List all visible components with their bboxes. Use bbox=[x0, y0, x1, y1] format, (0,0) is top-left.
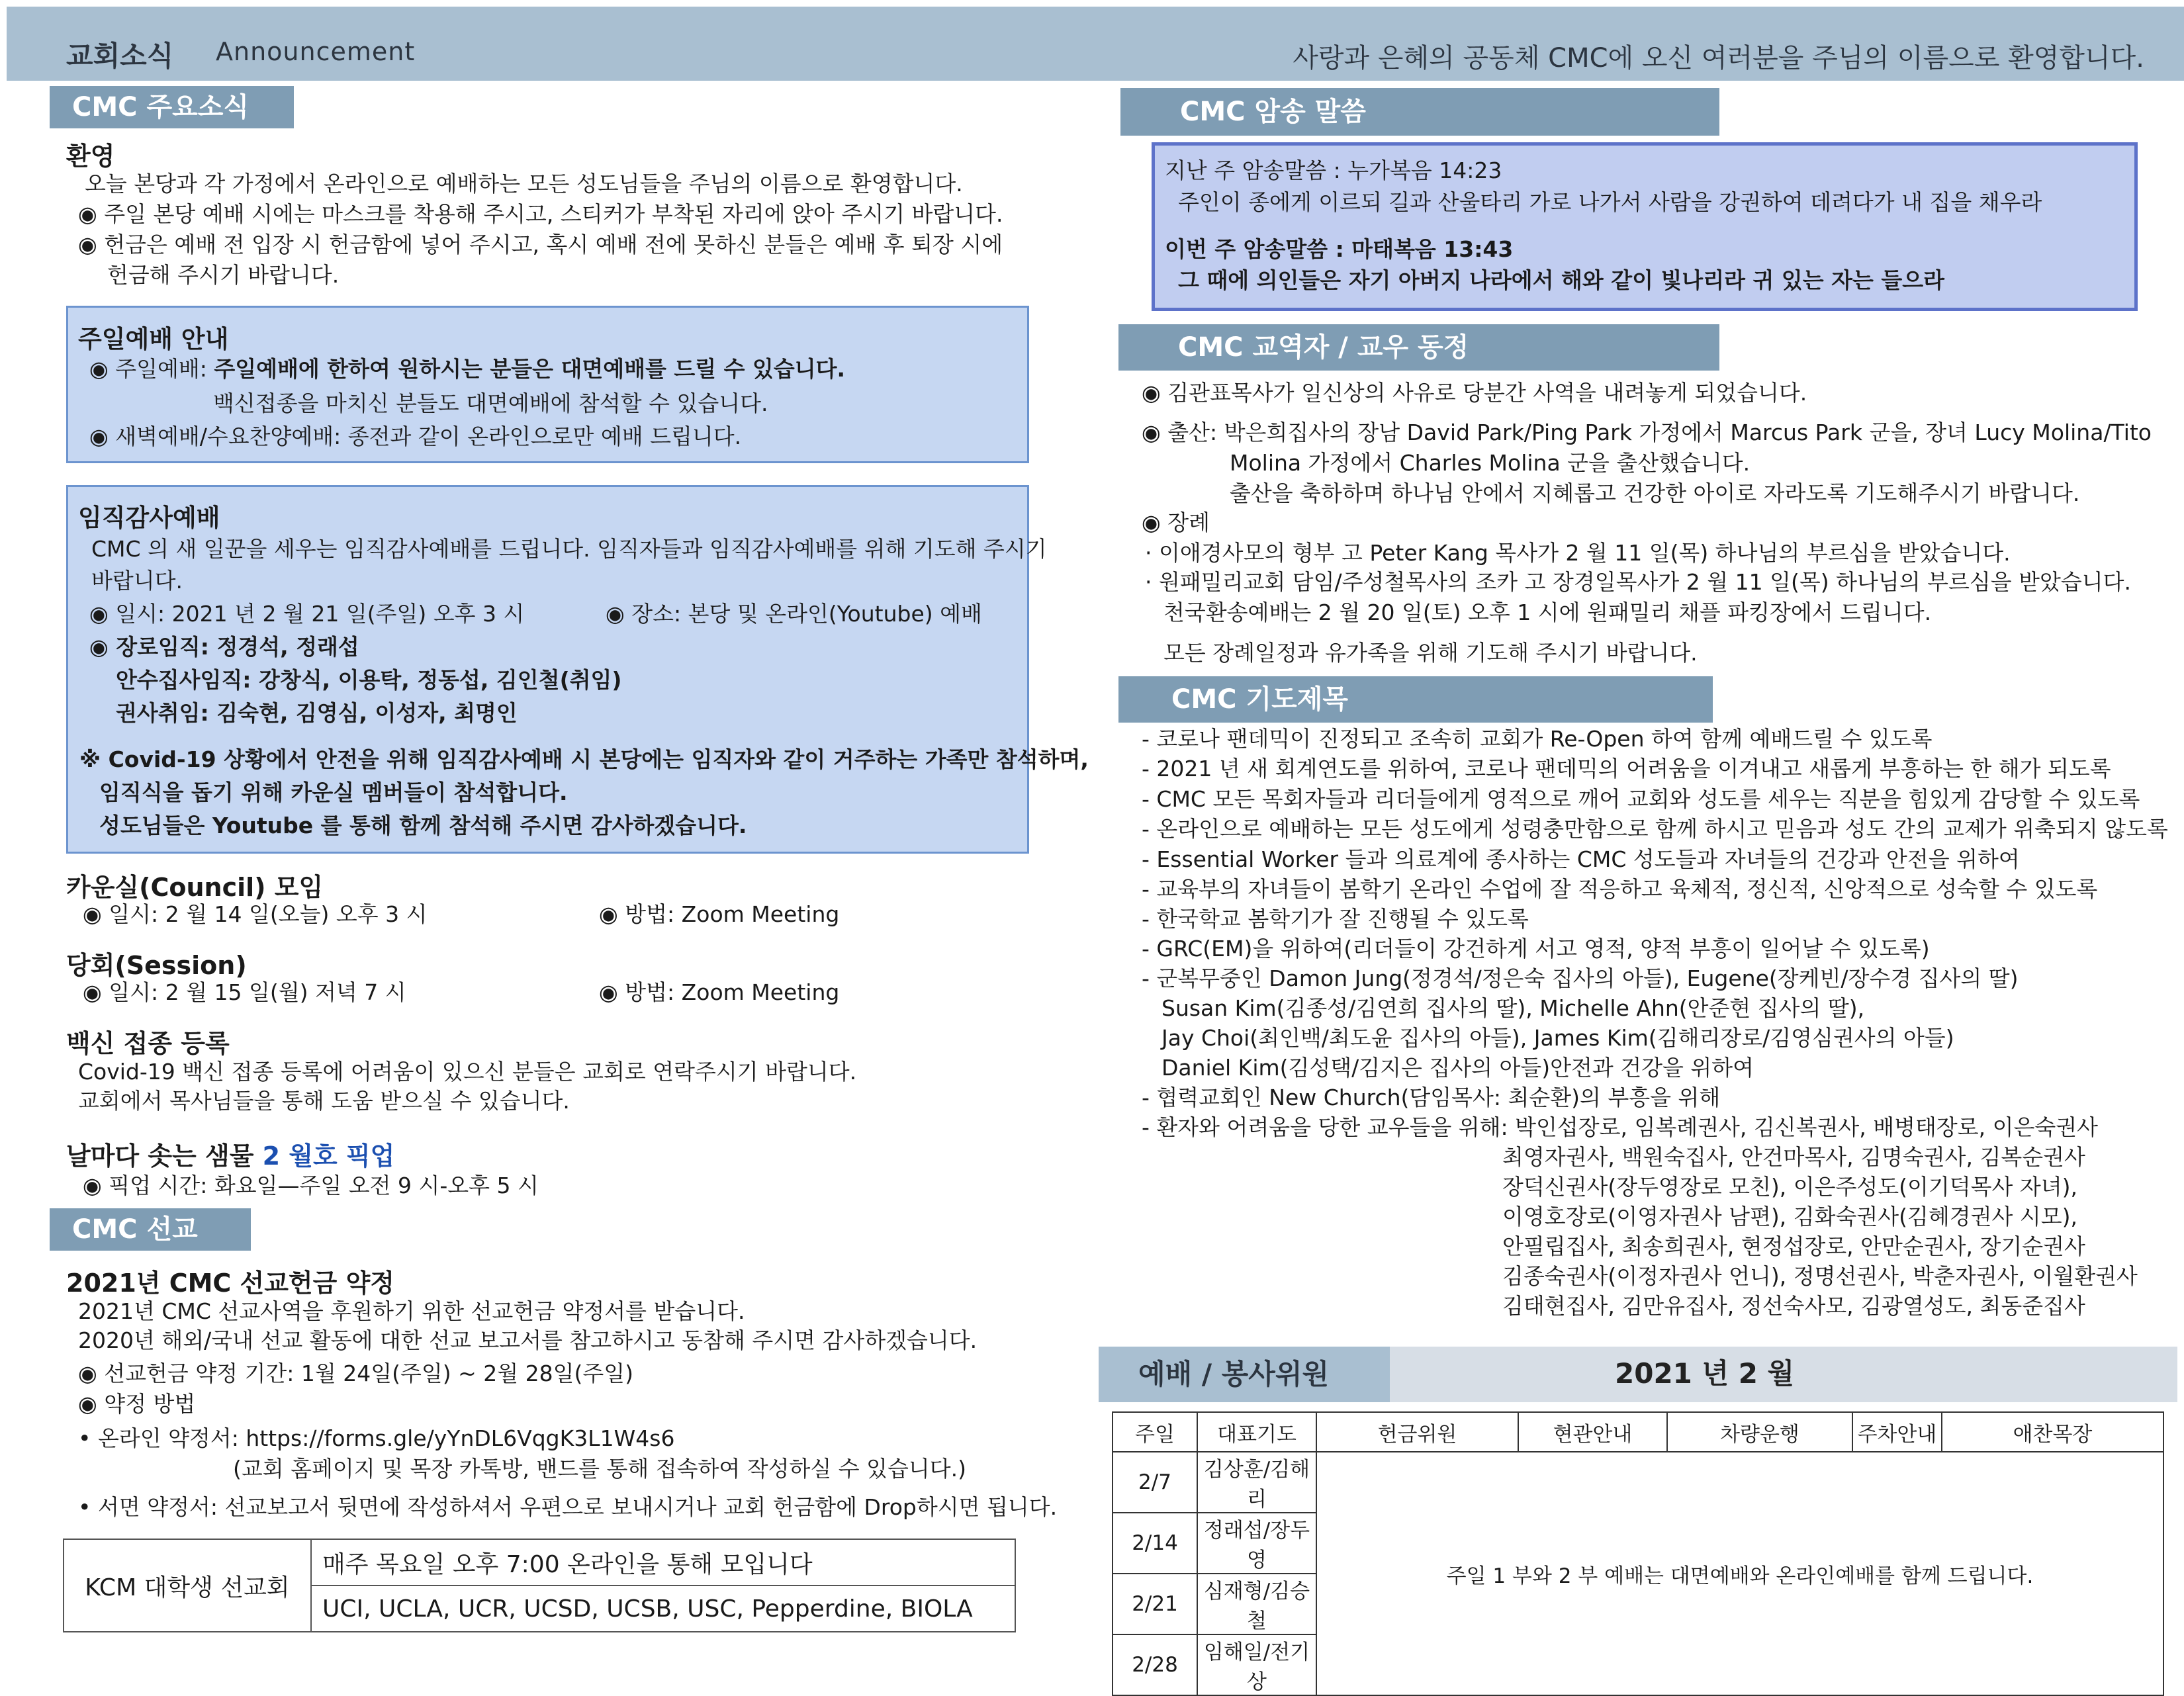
header-title: 교회소식 bbox=[66, 40, 174, 72]
service-note: 주일 1 부와 2 부 예배는 대면예배와 온라인예배를 함께 드립니다. bbox=[1316, 1452, 2163, 1695]
prayer-item: Jay Choi(최인백/최도윤 집사의 아들), James Kim(김해리장로/김영심권사의 아들) bbox=[1161, 1025, 1954, 1051]
ordination-note: 임직식을 돕기 위해 카운실 멤버들이 참석합니다. bbox=[99, 780, 568, 805]
welcome-line: 오늘 본당과 각 가정에서 온라인으로 예배하는 모든 성도님들을 주님의 이름으로 환영합니다. bbox=[85, 171, 963, 197]
kcm-meeting: 매주 목요일 오후 7:00 온라인을 통해 모입니다 bbox=[311, 1539, 1015, 1585]
worship-info-heading: 주일예배 안내 bbox=[78, 325, 229, 353]
welcome-line: 헌금해 주시기 바랍니다. bbox=[107, 262, 340, 288]
staff-news-line: ◉ 장례 bbox=[1142, 510, 1210, 535]
memory-line: 지난 주 암송말씀 : 누가복음 14:23 bbox=[1165, 157, 1502, 183]
header-bar bbox=[7, 7, 2184, 81]
prayer-section-title: CMC 기도제목 bbox=[1118, 676, 1713, 723]
service-date: 2/14 bbox=[1113, 1513, 1197, 1574]
staff-news-line: 천국환송예배는 2 월 20 일(토) 오후 1 시에 원패밀리 채플 파킹장에서 드립니다. bbox=[1163, 600, 1932, 625]
service-month: 2021 년 2 월 bbox=[1615, 1357, 1795, 1390]
prayer-item: - 한국학교 봄학기가 잘 진행될 수 있도록 bbox=[1142, 906, 1529, 932]
vaccine-heading: 백신 접종 등록 bbox=[66, 1029, 230, 1058]
news-section-title: CMC 주요소식 bbox=[50, 86, 294, 128]
header-title-en: Announcement bbox=[216, 37, 416, 66]
service-header-bar bbox=[1099, 1347, 2177, 1402]
memory-section-title: CMC 암송 말씀 bbox=[1120, 88, 1719, 136]
prayer-item: 이영호장로(이영자권사 남편), 김화숙권사(김혜경권사 시모), bbox=[1502, 1204, 2078, 1229]
column-header: 헌금위원 bbox=[1316, 1412, 1518, 1452]
prayer-item: - Essential Worker 들과 의료계에 종사하는 CMC 성도들과 자녀들의 건강과 안전을 위하여 bbox=[1142, 846, 2020, 872]
daily-bread-pickup: 2 월호 픽업 bbox=[262, 1141, 395, 1171]
staff-news-line: · 이애경사모의 형부 고 Peter Kang 목사가 2 월 11 일(목) 하나님의 부르심을 받았습니다. bbox=[1145, 540, 2011, 566]
worship-label: ◉ 주일예배: bbox=[89, 356, 214, 382]
ordination-deacons: 안수집사임직: 강창식, 이용탁, 정동섭, 김인철(취임) bbox=[116, 667, 622, 693]
mission-line: ◉ 약정 방법 bbox=[78, 1391, 196, 1417]
session-date: ◉ 일시: 2 월 15 일(월) 저녁 7 시 bbox=[83, 979, 406, 1005]
staff-news-section-title: CMC 교역자 / 교우 동정 bbox=[1118, 324, 1719, 371]
worship-in-person-note: 주일예배에 한하여 원하시는 분들은 대면예배를 드릴 수 있습니다. bbox=[214, 356, 846, 382]
mission-heading: 2021년 CMC 선교헌금 약정 bbox=[66, 1269, 394, 1298]
staff-news-line: ◉ 김관표목사가 일신상의 사유로 당분간 사역을 내려놓게 되었습니다. bbox=[1142, 380, 1807, 406]
prayer-item: - 협력교회인 New Church(담임목사: 최순환)의 부흥을 위해 bbox=[1142, 1085, 1721, 1110]
session-method: ◉ 방법: Zoom Meeting bbox=[599, 979, 840, 1005]
worship-info-line bbox=[89, 355, 845, 384]
service-date: 2/28 bbox=[1113, 1634, 1197, 1695]
worship-info-line: ◉ 새벽예배/수요찬양예배: 종전과 같이 온라인으로만 예배 드립니다. bbox=[89, 424, 742, 449]
mission-line: ◉ 선교헌금 약정 기간: 1월 24일(주일) ~ 2월 28일(주일) bbox=[78, 1361, 634, 1386]
staff-news-line: Molina 가정에서 Charles Molina 군을 출산했습니다. bbox=[1230, 450, 1751, 476]
welcome-heading: 환영 bbox=[66, 142, 115, 171]
mission-line: • 서면 약정서: 선교보고서 뒷면에 작성하셔서 우편으로 보내시거나 교회 헌금함에 Drop하시면 됩니다. bbox=[78, 1494, 1058, 1520]
daily-bread-title: 날마다 솟는 샘물 bbox=[66, 1141, 263, 1171]
ordination-line: 바랍니다. bbox=[91, 568, 183, 594]
prayer-item: - GRC(EM)을 위하여(리더들이 강건하게 서고 영적, 양적 부흥이 일어날 수 있도록) bbox=[1142, 936, 1930, 961]
council-heading: 카운실(Council) 모임 bbox=[66, 873, 324, 902]
memory-line: 그 때에 의인들은 자기 아버지 나라에서 해와 같이 빛나리라 귀 있는 자는 들으라 bbox=[1178, 267, 1944, 293]
service-header-row bbox=[1113, 1412, 2163, 1452]
header-welcome: 사랑과 은혜의 공동체 CMC에 오신 여러분을 주님의 이름으로 환영합니다. bbox=[1293, 43, 2144, 73]
service-date: 2/21 bbox=[1113, 1574, 1197, 1634]
ordination-date: ◉ 일시: 2021 년 2 월 21 일(주일) 오후 3 시 bbox=[89, 601, 525, 627]
service-title: 예배 / 봉사위원 bbox=[1099, 1347, 1390, 1402]
column-header: 주일 bbox=[1113, 1412, 1197, 1452]
staff-news-line: 모든 장례일정과 유가족을 위해 기도해 주시기 바랍니다. bbox=[1163, 640, 1698, 666]
prayer-item: 장덕신권사(장두영장로 모친), 이은주성도(이기덕목사 자녀), bbox=[1502, 1174, 2078, 1200]
ordination-note: 성도님들은 Youtube 를 통해 함께 참석해 주시면 감사하겠습니다. bbox=[99, 813, 747, 838]
mission-line: 2020년 해외/국내 선교 활동에 대한 선교 보고서를 참고하시고 동참해 주시면 감사하겠습니다. bbox=[78, 1327, 978, 1353]
mission-line: 2021년 CMC 선교사역을 후원하기 위한 선교헌금 약정서를 받습니다. bbox=[78, 1298, 745, 1324]
session-heading: 당회(Session) bbox=[66, 951, 247, 980]
ordination-line: CMC 의 새 일꾼을 세우는 임직감사예배를 드립니다. 임직자들과 임직감사예배를 위해 기도해 주시기 bbox=[91, 536, 1047, 562]
ordination-heading: 임직감사예배 bbox=[78, 504, 220, 532]
column-header: 주차안내 bbox=[1852, 1412, 1942, 1452]
column-header: 차량운행 bbox=[1667, 1412, 1852, 1452]
prayer-item: - 2021 년 새 회계연도를 위하여, 코로나 팬데믹의 어려움을 이겨내고 새롭게 부흥하는 한 해가 되도록 bbox=[1142, 756, 2111, 781]
kcm-schools: UCI, UCLA, UCR, UCSD, UCSB, USC, Pepperdine, BIOLA bbox=[311, 1585, 1015, 1632]
prayer-item: - CMC 모든 목회자들과 리더들에게 영적으로 깨어 교회와 성도를 세우는 직분을 힘있게 감당할 수 있도록 bbox=[1142, 786, 2140, 812]
ordination-note: ※ Covid-19 상황에서 안전을 위해 임직감사예배 시 본당에는 임직자와 같이 거주하는 가족만 참석하며, bbox=[79, 746, 1089, 772]
vaccine-line: Covid-19 백신 접종 등록에 어려움이 있으신 분들은 교회로 연락주시기 바랍니다. bbox=[78, 1059, 857, 1085]
prayer-item: - 온라인으로 예배하는 모든 성도에게 성령충만함으로 함께 하시고 믿음과 성도 간의 교제가 위축되지 않도록 bbox=[1142, 816, 2168, 842]
prayer-item: - 군복무중인 Damon Jung(정경석/정은숙 집사의 아들), Eugene(장케빈/장수경 집사의 딸) bbox=[1142, 965, 2019, 991]
memory-line: 주인이 종에게 이르되 길과 산울타리 가로 나가서 사람을 강권하여 데려다가 내 집을 채우라 bbox=[1178, 189, 2042, 215]
column-header: 애찬목장 bbox=[1942, 1412, 2163, 1452]
welcome-line: ◉ 헌금은 예배 전 입장 시 헌금함에 넣어 주시고, 혹시 예배 전에 못하신 분들은 예배 후 퇴장 시에 bbox=[78, 232, 1003, 257]
prayer-item: - 환자와 어려움을 당한 교우들을 위해: 박인섭장로, 임복례권사, 김신복권사, 배병태장로, 이은숙권사 bbox=[1142, 1114, 2099, 1140]
service-prayer: 심재형/김승철 bbox=[1197, 1574, 1316, 1634]
council-method: ◉ 방법: Zoom Meeting bbox=[599, 901, 840, 927]
daily-bread-line: ◉ 픽업 시간: 화요일—주일 오전 9 시-오후 5 시 bbox=[83, 1173, 539, 1198]
service-date: 2/7 bbox=[1113, 1452, 1197, 1513]
service-prayer: 임해일/전기상 bbox=[1197, 1634, 1316, 1695]
staff-news-line: ◉ 출산: 박은희집사의 장남 David Park/Ping Park 가정에서 Marcus Park 군을, 장녀 Lucy Molina/Tito bbox=[1142, 420, 2152, 445]
service-prayer: 정래섭/장두영 bbox=[1197, 1513, 1316, 1574]
prayer-item: 최영자권사, 백원숙집사, 안건마목사, 김명숙권사, 김복순권사 bbox=[1502, 1144, 2085, 1170]
staff-news-line: · 원패밀리교회 담임/주성철목사의 조카 고 장경일목사가 2 월 11 일(목) 하나님의 부르심을 받았습니다. bbox=[1145, 569, 2131, 595]
prayer-item: Susan Kim(김종성/김연희 집사의 딸), Michelle Ahn(안준현 집사의 딸), bbox=[1161, 995, 1865, 1021]
council-date: ◉ 일시: 2 월 14 일(오늘) 오후 3 시 bbox=[83, 901, 428, 927]
welcome-line: ◉ 주일 본당 예배 시에는 마스크를 착용해 주시고, 스티커가 부착된 자리에 앉아 주시기 바랍니다. bbox=[78, 201, 1003, 227]
mission-line: • 온라인 약정서: https://forms.gle/yYnDL6VqgK3L1W4s6 bbox=[78, 1425, 675, 1451]
kcm-name: KCM 대학생 선교회 bbox=[64, 1539, 311, 1632]
memory-line: 이번 주 암송말씀 : 마태복음 13:43 bbox=[1165, 236, 1514, 262]
prayer-item: 김태현집사, 김만유집사, 정선숙사모, 김광열성도, 최동준집사 bbox=[1502, 1293, 2085, 1319]
service-prayer: 김상훈/김해리 bbox=[1197, 1452, 1316, 1513]
ordination-place: ◉ 장소: 본당 및 온라인(Youtube) 예배 bbox=[606, 601, 982, 627]
worship-info-line: 백신접종을 마치신 분들도 대면예배에 참석할 수 있습니다. bbox=[213, 390, 768, 416]
mission-section-title: CMC 선교 bbox=[50, 1208, 251, 1251]
column-header: 대표기도 bbox=[1197, 1412, 1316, 1452]
prayer-item: - 교육부의 자녀들이 봄학기 온라인 수업에 잘 적응하고 육체적, 정신적, 신앙적으로 성숙할 수 있도록 bbox=[1142, 876, 2098, 902]
mission-line: (교회 홈페이지 및 목장 카톡방, 밴드를 통해 접속하여 작성하실 수 있습니다.) bbox=[233, 1456, 966, 1482]
service-table bbox=[1112, 1411, 2164, 1696]
table-row bbox=[1113, 1452, 2163, 1513]
ordination-elders: ◉ 장로임직: 정경석, 정래섭 bbox=[89, 634, 359, 660]
ordination-kwonsa: 권사취임: 김숙현, 김영심, 이성자, 최명인 bbox=[116, 700, 518, 726]
vaccine-line: 교회에서 목사님들을 통해 도움 받으실 수 있습니다. bbox=[78, 1088, 570, 1114]
column-header: 현관안내 bbox=[1518, 1412, 1667, 1452]
prayer-item: - 코로나 팬데믹이 진정되고 조속히 교회가 Re-Open 하여 함께 예배드릴 수 있도록 bbox=[1142, 726, 1933, 752]
staff-news-line: 출산을 축하하며 하나님 안에서 지혜롭고 건강한 아이로 자라도록 기도해주시기 바랍니다. bbox=[1230, 480, 2080, 506]
kcm-table bbox=[63, 1539, 1016, 1632]
prayer-item: Daniel Kim(김성택/김지은 집사의 아들)안전과 건강을 위하여 bbox=[1161, 1055, 1754, 1081]
prayer-item: 김종숙권사(이정자권사 언니), 정명선권사, 박춘자권사, 이월환권사 bbox=[1502, 1263, 2138, 1289]
prayer-item: 안필립집사, 최송희권사, 현정섭장로, 안만순권사, 장기순권사 bbox=[1502, 1233, 2085, 1259]
daily-bread-heading bbox=[66, 1136, 394, 1172]
